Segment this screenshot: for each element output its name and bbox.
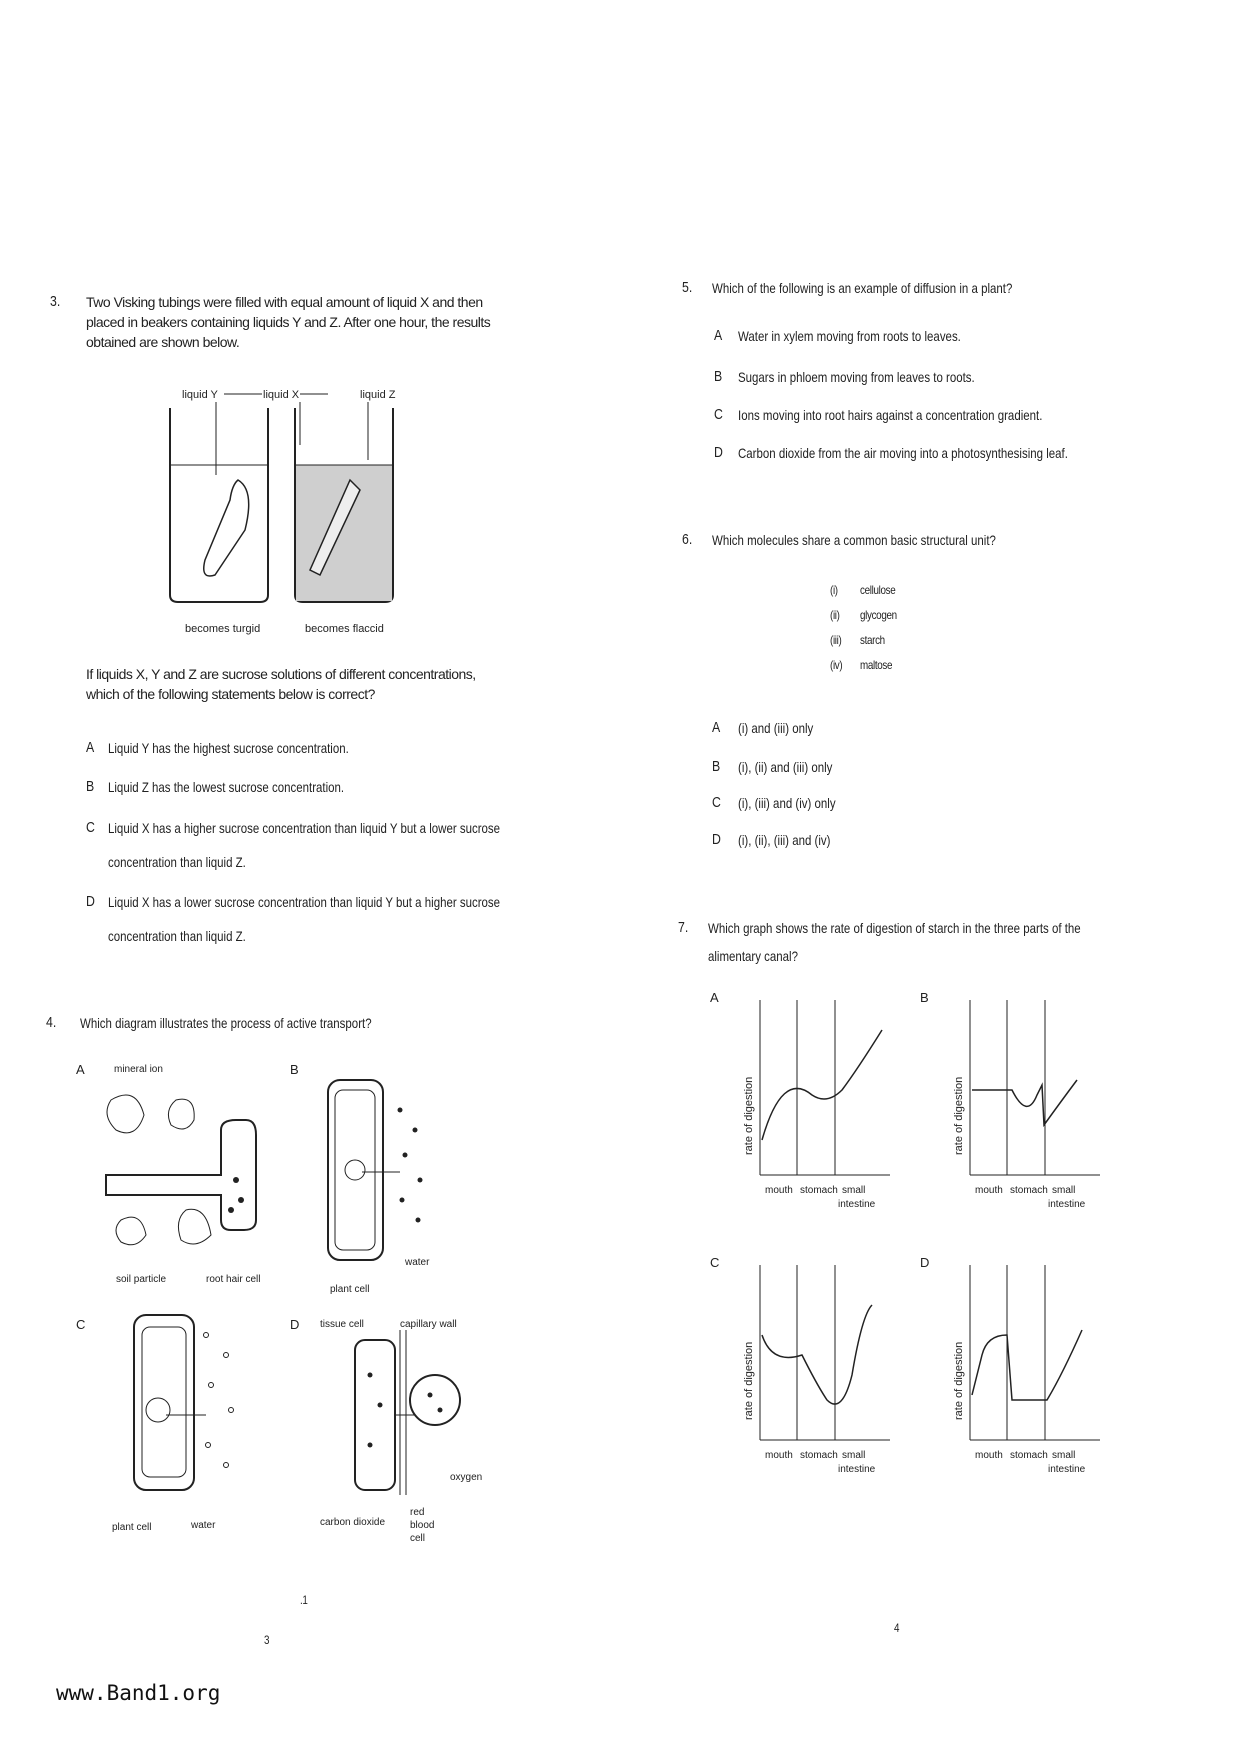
svg-text:B: B xyxy=(290,1062,299,1077)
svg-text:C: C xyxy=(76,1317,86,1332)
option-d: (i), (ii), (iii) and (iv) xyxy=(738,832,831,848)
option-letter: A xyxy=(86,739,95,756)
graph-letter: A xyxy=(710,990,719,1005)
option-letter: C xyxy=(86,819,95,836)
x-label-intestine: intestine xyxy=(838,1464,876,1475)
x-label-stomach: stomach xyxy=(1010,1450,1048,1461)
label-liquid-x: liquid X xyxy=(263,389,300,401)
option-letter: A xyxy=(714,327,723,344)
graph-d xyxy=(920,1255,1100,1475)
x-label-intestine: intestine xyxy=(1048,1199,1086,1210)
diagram-b-plant-cell xyxy=(290,1060,450,1300)
svg-text:plant cell: plant cell xyxy=(112,1522,152,1533)
item-text: starch xyxy=(860,633,885,647)
x-label-stomach: stomach xyxy=(800,1185,838,1196)
svg-text:tissue cell: tissue cell xyxy=(320,1319,364,1330)
question-text: Which of the following is an example of diffusion in a plant? xyxy=(712,280,1013,296)
option-b: Sugars in phloem moving from leaves to roots. xyxy=(738,369,975,385)
x-label-stomach: stomach xyxy=(1010,1185,1048,1196)
item-text: glycogen xyxy=(860,608,897,622)
x-label-mouth: mouth xyxy=(975,1185,1003,1196)
svg-text:oxygen: oxygen xyxy=(450,1472,483,1483)
label-liquid-z: liquid Z xyxy=(360,389,396,401)
item-text: maltose xyxy=(860,658,893,672)
option-c-cont: concentration than liquid Z. xyxy=(108,854,246,870)
option-letter: B xyxy=(86,778,95,795)
option-a: (i) and (iii) only xyxy=(738,720,814,736)
graph-b xyxy=(920,990,1100,1210)
graph-letter: D xyxy=(920,1255,930,1270)
x-label-mouth: mouth xyxy=(765,1450,793,1461)
option-a: Water in xylem moving from roots to leaves. xyxy=(738,328,961,344)
svg-text:capillary wall: capillary wall xyxy=(400,1319,457,1330)
diagram-a-root-hair xyxy=(76,1060,286,1290)
label-becomes-flaccid: becomes flaccid xyxy=(305,623,384,635)
item-number: (iii) xyxy=(830,633,842,647)
y-axis-label: rate of digestion xyxy=(743,1076,755,1155)
y-axis-label: rate of digestion xyxy=(743,1341,755,1420)
rate-curve xyxy=(972,1330,1082,1400)
x-label-stomach: stomach xyxy=(800,1450,838,1461)
x-label-small: small xyxy=(842,1450,866,1461)
item-text: cellulose xyxy=(860,583,896,597)
option-letter: D xyxy=(712,831,721,848)
page-number: 4 xyxy=(894,1621,900,1635)
option-b: Liquid Z has the lowest sucrose concentration. xyxy=(108,779,345,795)
beakers-diagram xyxy=(160,380,400,640)
question-number: 4. xyxy=(46,1014,57,1031)
option-letter: D xyxy=(86,893,95,910)
question-text: Which graph shows the rate of digestion of starch in the three parts of the xyxy=(708,920,1081,936)
x-label-small: small xyxy=(1052,1450,1076,1461)
option-letter: D xyxy=(714,444,723,461)
question-text: Which diagram illustrates the process of active transport? xyxy=(80,1015,372,1031)
svg-text:soil particle: soil particle xyxy=(116,1274,167,1285)
question-stem: If liquids X, Y and Z are sucrose solutions of different concentrations, which of the following statements below is correct? xyxy=(86,666,476,702)
svg-text:plant cell: plant cell xyxy=(330,1284,370,1295)
y-axis-label: rate of digestion xyxy=(953,1341,965,1420)
option-d: Carbon dioxide from the air moving into a photosynthesising leaf. xyxy=(738,445,1068,461)
svg-text:blood: blood xyxy=(410,1520,435,1531)
option-letter: C xyxy=(712,794,721,811)
x-label-small: small xyxy=(842,1185,866,1196)
x-label-intestine: intestine xyxy=(1048,1464,1086,1475)
question-number: 7. xyxy=(678,919,689,936)
option-a: Liquid Y has the highest sucrose concentration. xyxy=(108,740,349,756)
svg-text:mineral ion: mineral ion xyxy=(114,1064,163,1075)
option-b: (i), (ii) and (iii) only xyxy=(738,759,833,775)
question-number: 3. xyxy=(50,293,61,310)
x-label-small: small xyxy=(1052,1185,1076,1196)
option-letter: A xyxy=(712,719,721,736)
option-letter: C xyxy=(714,406,723,423)
x-label-mouth: mouth xyxy=(765,1185,793,1196)
question-text-cont: alimentary canal? xyxy=(708,948,798,964)
option-letter: B xyxy=(714,368,723,385)
graph-letter: B xyxy=(920,990,929,1005)
x-label-intestine: intestine xyxy=(838,1199,876,1210)
option-c: (i), (iii) and (iv) only xyxy=(738,795,836,811)
item-number: (i) xyxy=(830,583,838,597)
graph-a xyxy=(710,990,890,1210)
x-label-mouth: mouth xyxy=(975,1450,1003,1461)
page-number: 3 xyxy=(264,1633,270,1647)
svg-text:cell: cell xyxy=(410,1533,426,1544)
label-liquid-y: liquid Y xyxy=(182,389,218,401)
question-text: Two Visking tubings were filled with equal amount of liquid X and then placed in beakers containing liquids Y and Z. After one hour, the results obtained are shown below. xyxy=(86,294,491,350)
option-c: Ions moving into root hairs against a concentration gradient. xyxy=(738,407,1043,423)
digestion-graphs xyxy=(700,990,1120,1530)
diagram-c-plant-cell xyxy=(76,1315,276,1545)
svg-text:carbon dioxide: carbon dioxide xyxy=(320,1517,386,1528)
svg-text:A: A xyxy=(76,1062,85,1077)
svg-text:water: water xyxy=(405,1257,430,1268)
graph-letter: C xyxy=(710,1255,720,1270)
question-number: 6. xyxy=(682,531,693,548)
option-c: Liquid X has a higher sucrose concentration than liquid Y but a lower sucrose xyxy=(108,820,501,836)
option-letter: B xyxy=(712,758,721,775)
rate-curve xyxy=(972,1080,1077,1125)
watermark: www.Band1.org xyxy=(56,1681,221,1705)
svg-text:root hair cell: root hair cell xyxy=(206,1274,261,1285)
label-becomes-turgid: becomes turgid xyxy=(185,623,261,635)
svg-text:water: water xyxy=(191,1520,216,1531)
rate-curve xyxy=(762,1305,872,1404)
graph-c xyxy=(710,1255,890,1475)
option-d-cont: concentration than liquid Z. xyxy=(108,928,246,944)
page-mark: .1 xyxy=(300,1593,308,1607)
rate-curve xyxy=(762,1030,882,1140)
option-d: Liquid X has a lower sucrose concentration than liquid Y but a higher sucrose xyxy=(108,894,501,910)
item-number: (ii) xyxy=(830,608,840,622)
question-number: 5. xyxy=(682,279,693,296)
svg-text:D: D xyxy=(290,1317,300,1332)
y-axis-label: rate of digestion xyxy=(953,1076,965,1155)
question-text: Which molecules share a common basic structural unit? xyxy=(712,532,996,548)
svg-text:red: red xyxy=(410,1507,425,1518)
item-number: (iv) xyxy=(830,658,843,672)
diagram-d-capillary xyxy=(290,1315,483,1555)
